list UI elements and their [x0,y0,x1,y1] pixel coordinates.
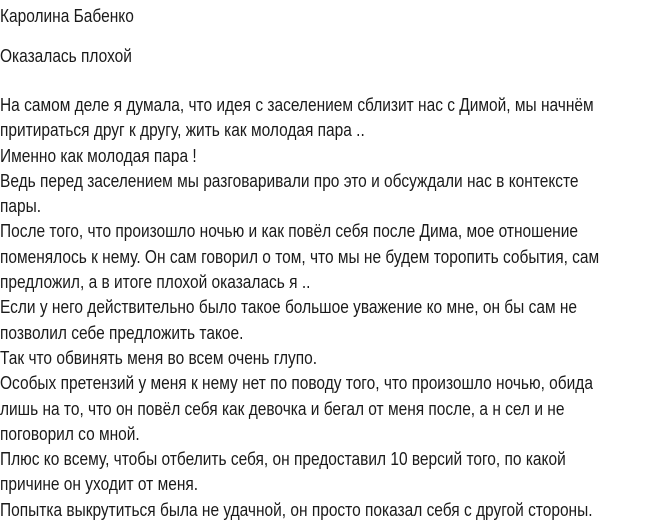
body-text-line: Так что обвинять меня во всем очень глупо. [0,347,318,368]
body-text-line: Плюс ко всему, чтобы отбелить себя, он предоставил 10 версий того, по какой [0,449,566,470]
body-text-line: Если у него действительно было такое большое уважение ко мне, он бы сам не [0,297,578,318]
body-text-line: позволил себе предложить такое. [0,322,244,343]
body-text-line: поговорил со мной. [0,423,140,444]
body-text-line: Ведь перед заселением мы разговаривали про это и обсуждали нас в контексте [0,170,579,191]
body-text-line: После того, что произошло ночью и как повёл себя после Дима, мое отношение [0,221,578,242]
body-text-line: Особых претензий у меня к нему нет по поводу того, что произошло ночью, обида [0,373,593,394]
body-text-line: На самом деле я думала, что идея с заселением сблизит нас с Димой, мы начнём [0,95,594,115]
body-text-line: Именно как молодая пара ! [0,145,197,166]
article-body [0,93,670,523]
body-text-line: притираться друг к другу, жить как молодая пара .. [0,120,365,141]
body-text-line: причине он уходит от меня. [0,474,199,495]
body-text-line: лишь на то, что он повёл себя как девочка и бегал от меня после, а н сел и не [0,398,565,419]
body-text-line: предложил, а в итоге плохой оказалась я .. [0,272,311,293]
body-text-line: Попытка выкрутиться была не удачной, он просто показал себя с другой стороны. [0,499,593,520]
body-text-line: пары. [0,196,42,217]
author-name: Каролина Бабенко [0,6,134,26]
body-text-line: поменялось к нему. Он сам говорил о том, что мы не будем торопить события, сам [0,246,600,267]
headline: Оказалась плохой [0,46,132,66]
